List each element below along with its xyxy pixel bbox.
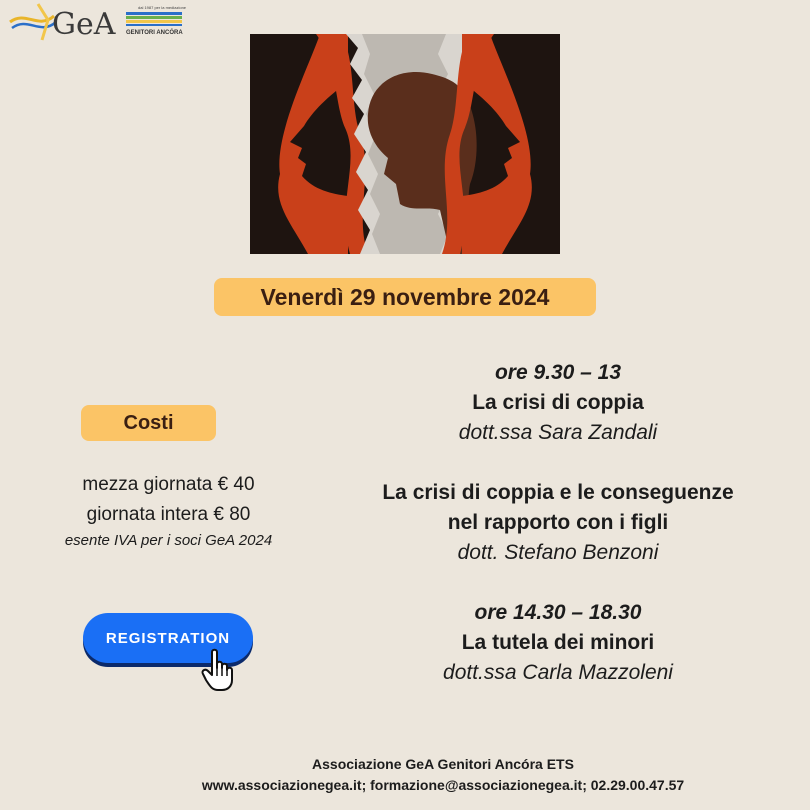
talk-title: La tutela dei minori xyxy=(461,631,655,654)
program-schedule xyxy=(336,358,780,688)
costs-label-badge: Costi xyxy=(81,405,216,441)
registration-button[interactable]: REGISTRATION xyxy=(83,613,253,663)
talk-title: nel rapporto con i figli xyxy=(447,511,669,534)
talk-title: La crisi di coppia e le conseguenze xyxy=(382,481,734,504)
full-day-price: giornata intera € 80 xyxy=(86,504,251,525)
organization-name: Associazione GeA Genitori Ancóra ETS xyxy=(312,756,574,772)
logo-tagline: dal 1987 per la mediazione xyxy=(138,5,187,10)
footer xyxy=(0,754,810,796)
contact-line: www.associazionegea.it; formazione@associazionegea.it; 02.29.00.47.57 xyxy=(201,777,685,793)
hero-illustration xyxy=(250,34,560,254)
vat-exemption-note: esente IVA per i soci GeA 2024 xyxy=(64,532,273,549)
gea-logo-icon xyxy=(8,0,188,44)
website-link[interactable]: www.associazionegea.it xyxy=(201,777,362,793)
half-day-price: mezza giornata € 40 xyxy=(82,474,255,495)
torn-paper-faces-icon xyxy=(250,34,560,254)
costs-section xyxy=(20,470,317,552)
talk-speaker: dott.ssa Carla Mazzoleni xyxy=(443,661,673,684)
talk-speaker: dott. Stefano Benzoni xyxy=(457,541,659,564)
hand-cursor-icon xyxy=(200,648,236,692)
talk-title: La crisi di coppia xyxy=(472,391,644,414)
talk-speaker: dott.ssa Sara Zandali xyxy=(458,421,658,444)
gea-logo xyxy=(8,0,188,44)
morning-time: ore 9.30 – 13 xyxy=(494,361,622,384)
phone-number: 02.29.00.47.57 xyxy=(590,777,685,793)
logo-subtitle: GENITORI ANCÓRA xyxy=(126,30,183,36)
email-link[interactable]: formazione@associazionegea.it xyxy=(370,777,583,793)
logo-brand-text: GeA xyxy=(52,7,116,42)
afternoon-time: ore 14.30 – 18.30 xyxy=(474,601,642,624)
event-date-badge: Venerdì 29 novembre 2024 xyxy=(214,278,596,316)
